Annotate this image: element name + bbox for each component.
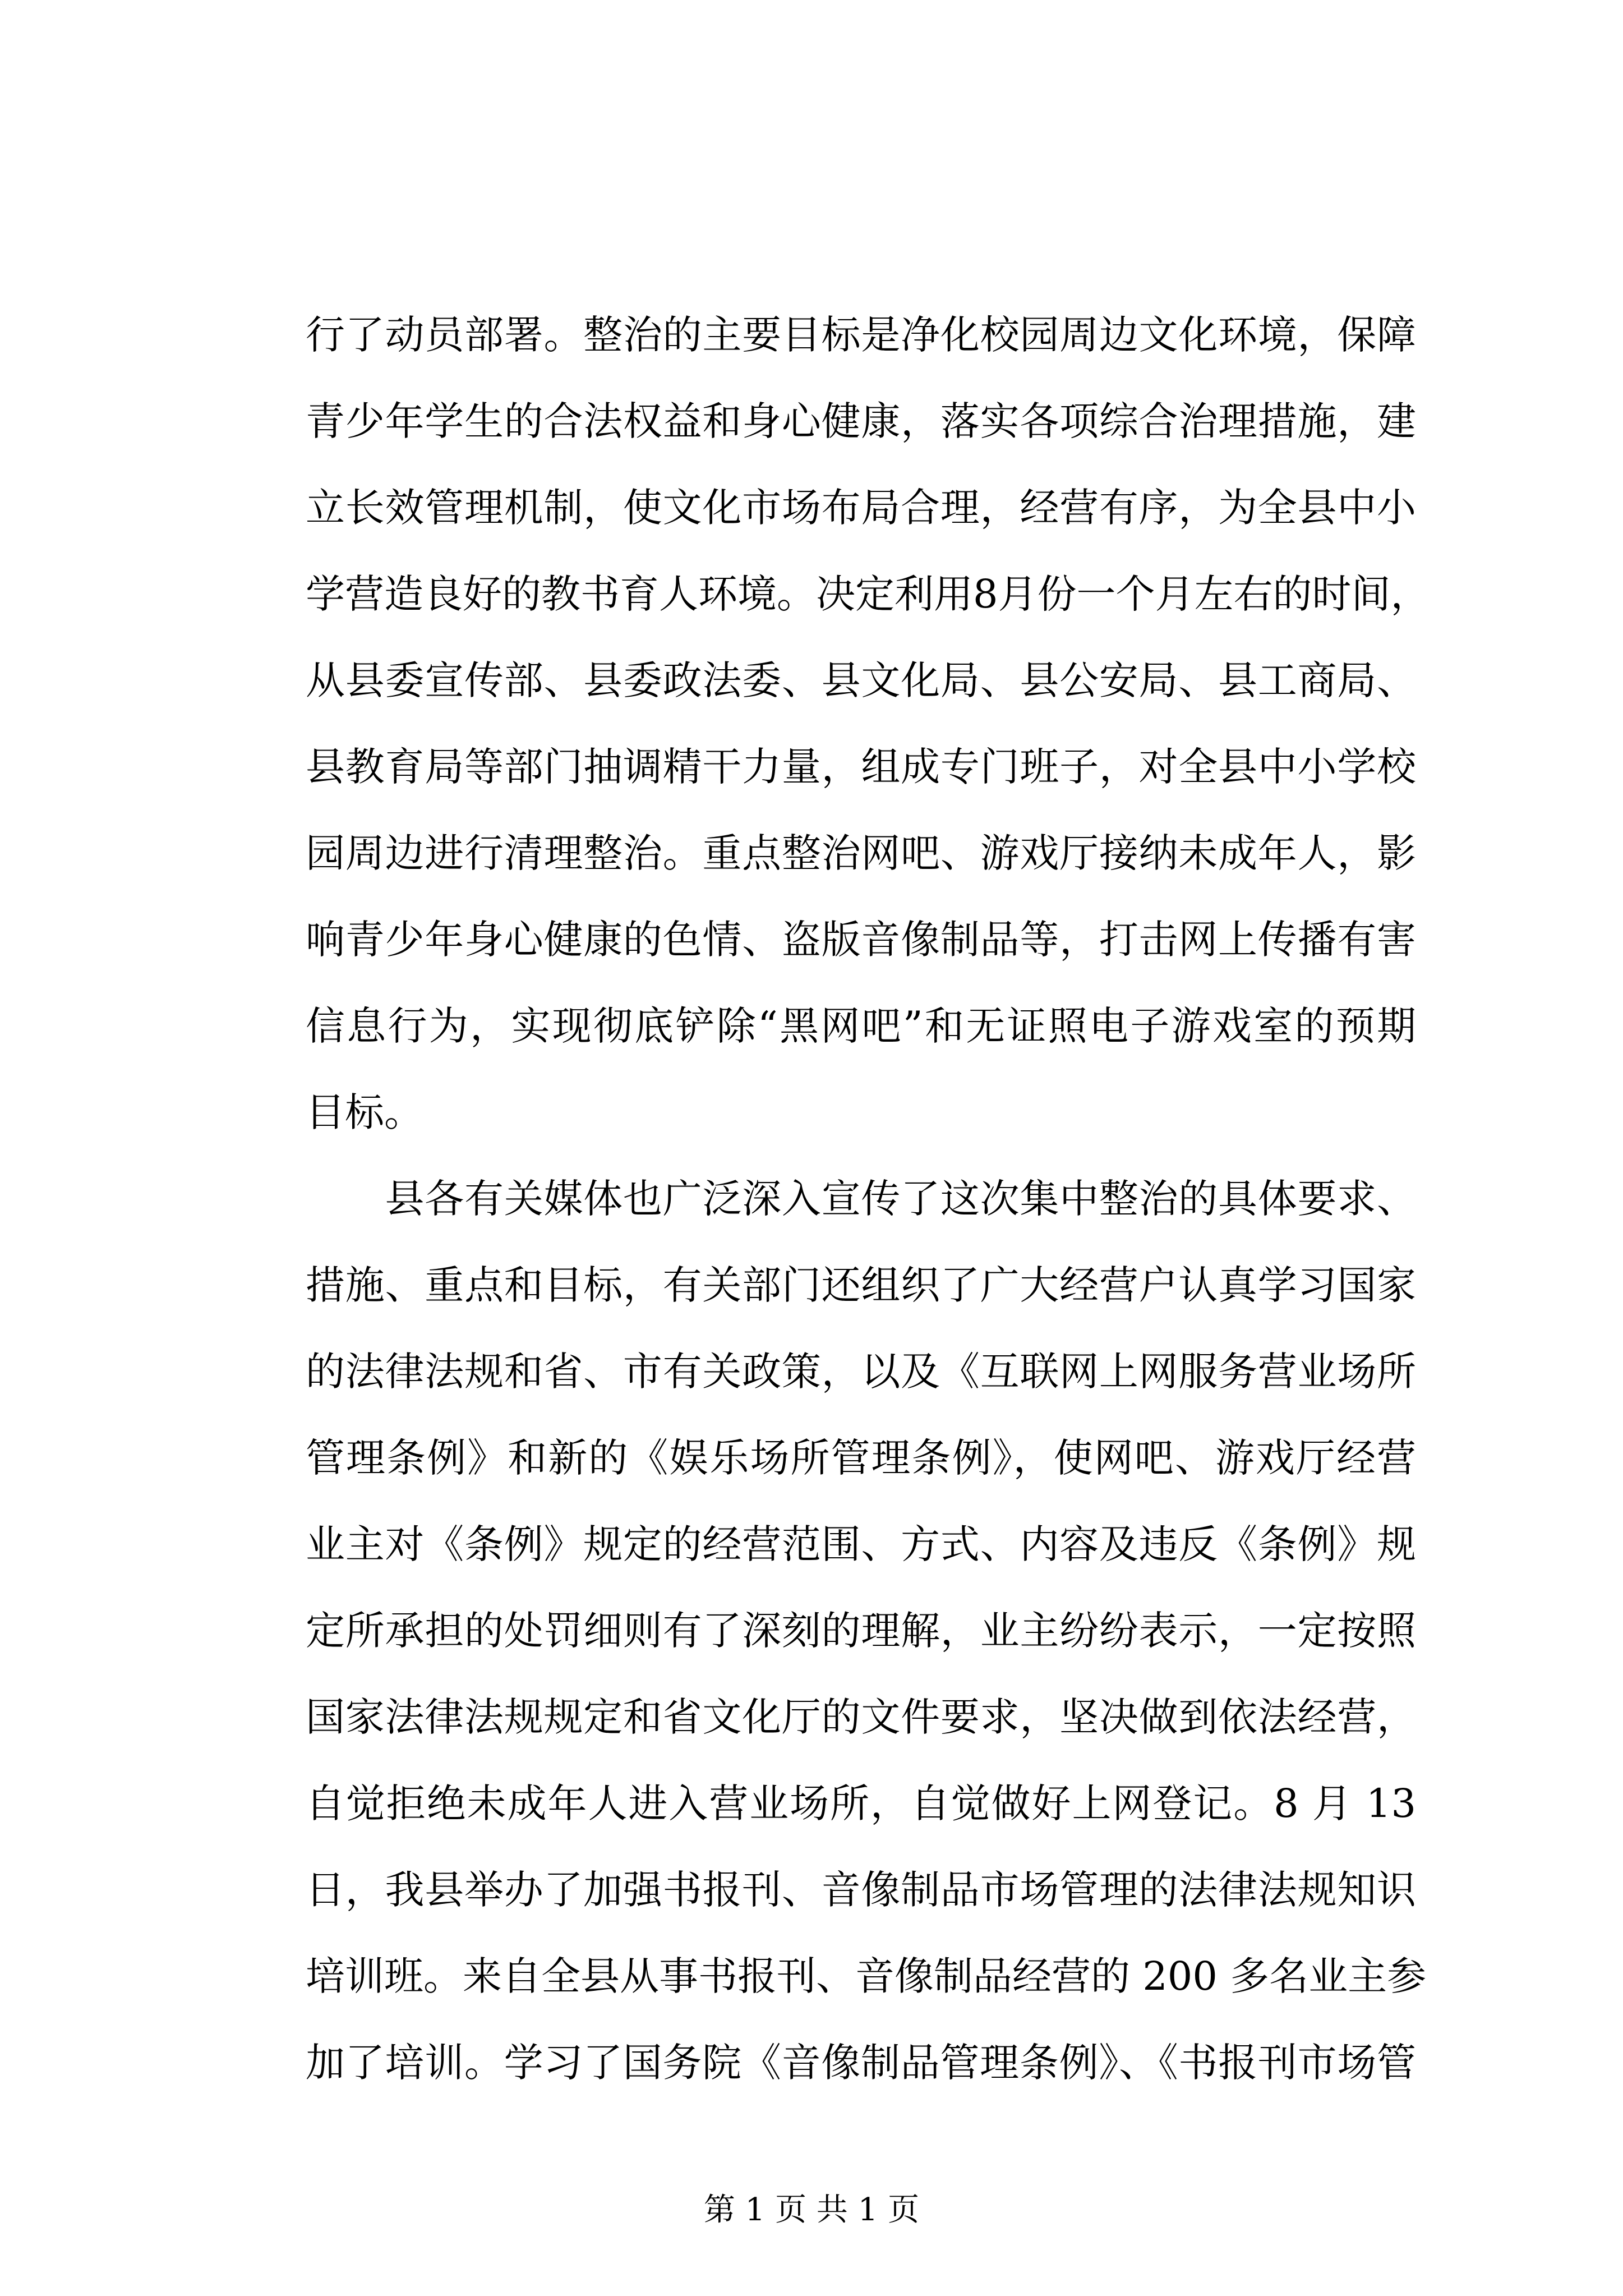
text-line: 的法律法规和省、市有关政策，以及《互联网上网服务营业场所 [306,1349,1416,1395]
text-line: 响青少年身心健康的色情、盗版音像制品等，打击网上传播有害 [306,917,1416,963]
text-line: 县各有关媒体也广泛深入宣传了这次集中整治的具体要求、 [306,1176,1416,1222]
text-line: 业主对《条例》规定的经营范围、方式、内容及违反《条例》规 [306,1521,1416,1567]
page-footer: 第 1 页 共 1 页 [703,2192,920,2228]
text-line: 行了动员部署。整治的主要目标是净化校园周边文化环境，保障 [306,312,1416,358]
text-line: 从县委宣传部、县委政法委、县文化局、县公安局、县工商局、 [306,657,1416,703]
text-line: 立长效管理机制，使文化市场布局合理，经营有序，为全县中小 [306,485,1416,531]
text-line: 学营造良好的教书育人环境。决定利用8月份一个月左右的时间， [306,571,1430,617]
text-line: 管理条例》和新的《娱乐场所管理条例》，使网吧、游戏厅经营 [306,1435,1416,1481]
text-line: 园周边进行清理整治。重点整治网吧、游戏厅接纳未成年人，影 [306,830,1416,876]
text-line: 自觉拒绝未成年人进入营业场所，自觉做好上网登记。8 月 13 [306,1780,1416,1826]
text-line: 措施、重点和目标，有关部门还组织了广大经营户认真学习国家 [306,1262,1416,1308]
text-line: 加了培训。学习了国务院《音像制品管理条例》、《书报刊市场管 [306,2040,1416,2086]
text-line: 目标。 [306,1089,423,1135]
text-line: 青少年学生的合法权益和身心健康，落实各项综合治理措施，建 [306,398,1416,444]
text-line: 国家法律法规规定和省文化厅的文件要求，坚决做到依法经营， [306,1694,1416,1740]
text-line: 日，我县举办了加强书报刊、音像制品市场管理的法律法规知识 [306,1867,1416,1913]
text-line: 县教育局等部门抽调精干力量，组成专门班子，对全县中小学校 [306,744,1416,790]
text-line: 培训班。来自全县从事书报刊、音像制品经营的 200 多名业主参 [306,1953,1427,1999]
document-body [306,292,1430,2106]
text-line: 定所承担的处罚细则有了深刻的理解，业主纷纷表示，一定按照 [306,1608,1416,1654]
text-line: 信息行为，实现彻底铲除“黑网吧”和无证照电子游戏室的预期 [306,1003,1416,1049]
